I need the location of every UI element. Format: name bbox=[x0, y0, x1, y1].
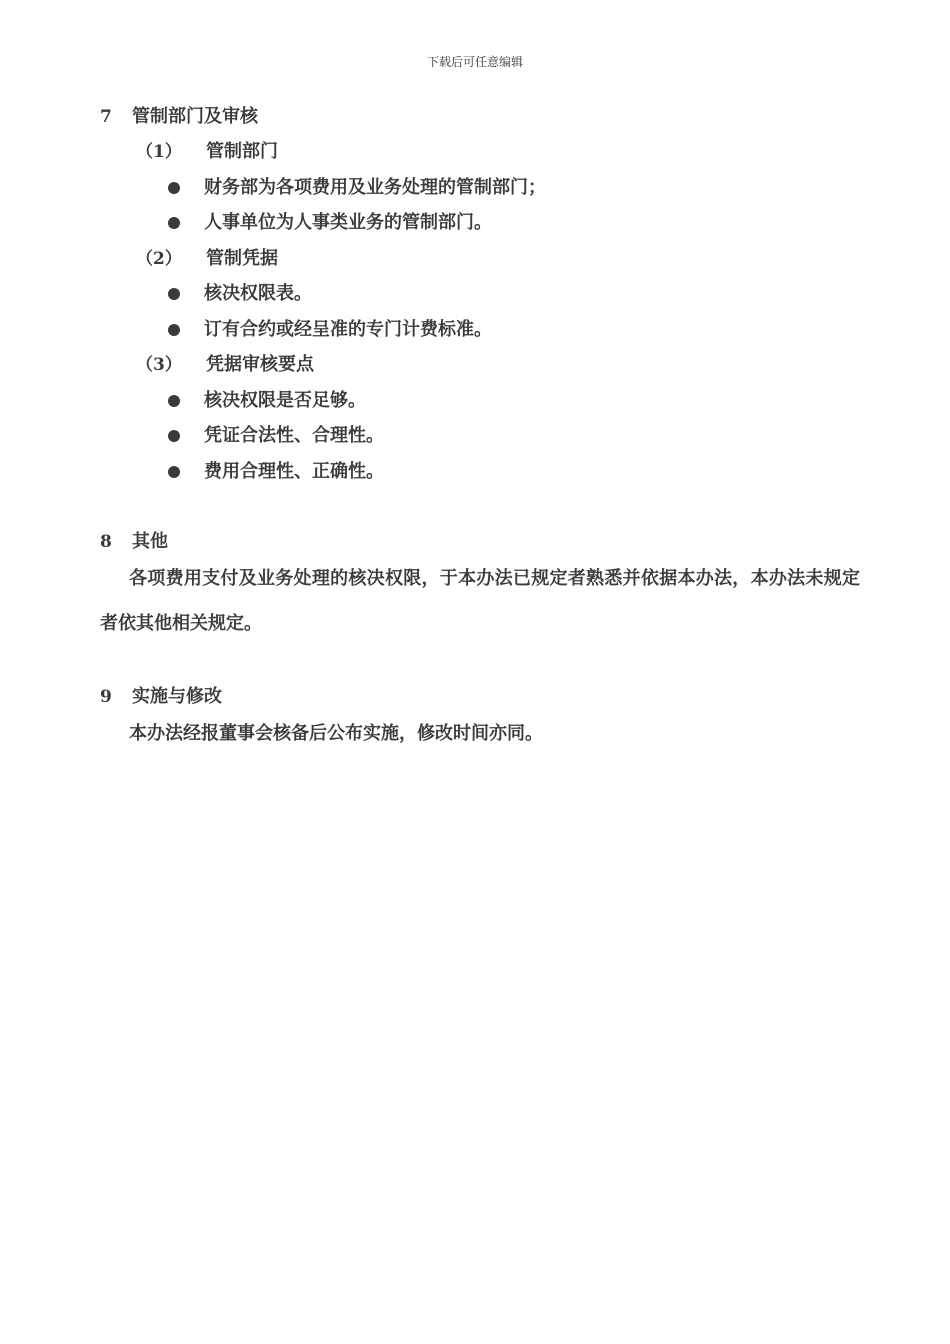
subsection-number: （2） bbox=[136, 249, 182, 269]
subsection-title: 管制凭据 bbox=[206, 248, 278, 269]
list-item-text: 财务部为各项费用及业务处理的管制部门； bbox=[204, 177, 546, 198]
section-number: 9 bbox=[100, 687, 112, 707]
subsection-title: 管制部门 bbox=[206, 141, 278, 162]
subsection-title: 凭据审核要点 bbox=[206, 354, 314, 375]
bullet-icon bbox=[168, 395, 180, 407]
page-header: 下载后可任意编辑 bbox=[426, 55, 523, 69]
list-item-text: 人事单位为人事类业务的管制部门。 bbox=[204, 212, 492, 233]
bullet-icon bbox=[168, 430, 180, 442]
list-item-text: 费用合理性、正确性。 bbox=[204, 461, 384, 482]
section-paragraph: 本办法经报董事会核备后公布实施，修改时间亦同。 bbox=[129, 723, 543, 744]
subsection-number: （3） bbox=[136, 355, 182, 375]
bullet-icon bbox=[168, 324, 180, 336]
bullet-icon bbox=[168, 182, 180, 194]
section-number: 8 bbox=[100, 532, 112, 552]
section-title: 管制部门及审核 bbox=[132, 106, 258, 127]
section-title: 其他 bbox=[132, 531, 168, 552]
subsection-number: （1） bbox=[136, 142, 182, 162]
section-number: 7 bbox=[100, 107, 112, 127]
list-item-text: 核决权限表。 bbox=[204, 283, 312, 304]
list-item-text: 核决权限是否足够。 bbox=[204, 390, 366, 411]
bullet-icon bbox=[168, 288, 180, 300]
section-paragraph: 各项费用支付及业务处理的核决权限，于本办法已规定者熟悉并依据本办法，本办法未规定者依其他相关规定。 bbox=[100, 568, 860, 634]
section-title: 实施与修改 bbox=[132, 686, 222, 707]
bullet-icon bbox=[168, 217, 180, 229]
list-item-text: 凭证合法性、合理性。 bbox=[204, 425, 384, 446]
bullet-icon bbox=[168, 466, 180, 478]
list-item-text: 订有合约或经呈准的专门计费标准。 bbox=[204, 319, 492, 340]
